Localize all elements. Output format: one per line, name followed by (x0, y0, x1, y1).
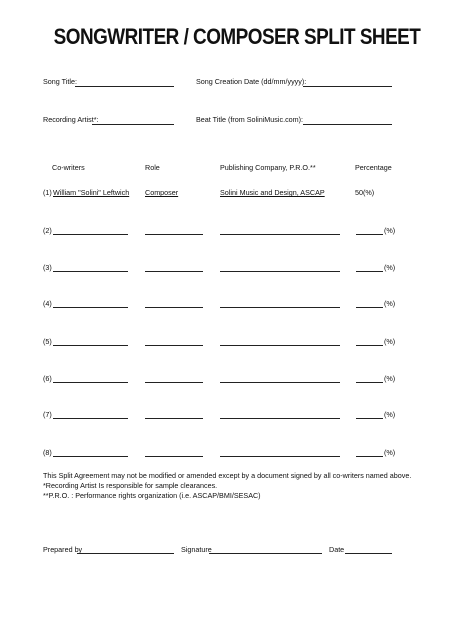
cowriter-role-field[interactable] (145, 271, 203, 272)
signature-label: Signature (181, 545, 212, 554)
date-label: Date (329, 545, 345, 554)
header-role: Role (145, 163, 160, 172)
song-title-field[interactable] (75, 86, 174, 87)
cowriter-role[interactable]: Composer (145, 188, 179, 197)
row-number: (3) (43, 263, 52, 272)
row-number: (8) (43, 448, 52, 457)
cowriter-role-field[interactable] (145, 234, 203, 235)
song-creation-date-label: Song Creation Date (dd/mm/yyyy): (196, 77, 307, 86)
song-title-label: Song Title: (43, 77, 77, 86)
date-field[interactable] (345, 553, 392, 554)
cowriter-publishing-field[interactable] (220, 307, 340, 308)
cowriter-publishing-field[interactable] (220, 382, 340, 383)
cowriter-name-field[interactable] (53, 271, 128, 272)
percent-suffix: (%) (384, 410, 396, 419)
cowriter-name[interactable]: William "Solini" Leftwich (53, 188, 130, 197)
song-creation-date-field[interactable] (303, 86, 392, 87)
signature-field[interactable] (209, 553, 322, 554)
cowriter-percentage-field[interactable] (356, 234, 383, 235)
percent-suffix: (%) (384, 374, 396, 383)
cowriter-percentage-field[interactable] (356, 382, 383, 383)
cowriter-percentage[interactable]: 50(%) (355, 188, 375, 197)
row-number: (5) (43, 337, 52, 346)
recording-artist-label: Recording Artist*: (43, 115, 99, 124)
cowriter-name-field[interactable] (53, 382, 128, 383)
note-recording-artist: *Recording Artist Is responsible for sample clearances. (43, 481, 218, 491)
cowriter-role-field[interactable] (145, 382, 203, 383)
row-number: (1) (43, 188, 52, 197)
cowriter-percentage-field[interactable] (356, 456, 383, 457)
cowriter-role-field[interactable] (145, 456, 203, 457)
cowriter-publishing-field[interactable] (220, 271, 340, 272)
prepared-by-label: Prepared by (43, 545, 83, 554)
cowriter-role-field[interactable] (145, 418, 203, 419)
recording-artist-field[interactable] (92, 124, 174, 125)
page-title: SONGWRITER / COMPOSER SPLIT SHEET (53, 24, 421, 49)
percent-suffix: (%) (384, 448, 396, 457)
cowriter-role-field[interactable] (145, 345, 203, 346)
note-amendment: This Split Agreement may not be modified or amended except by a document signed by all co-writers named above. (43, 471, 412, 480)
row-number: (2) (43, 226, 52, 235)
beat-title-label: Beat Title (from SoliniMusic.com): (196, 115, 304, 124)
cowriter-percentage-field[interactable] (356, 271, 383, 272)
note-pro: **P.R.O. : Performance rights organization (i.e. ASCAP/BMI/SESAC) (43, 491, 261, 501)
cowriter-percentage-field[interactable] (356, 418, 383, 419)
percent-suffix: (%) (384, 226, 396, 235)
row-number: (4) (43, 299, 52, 308)
cowriter-name-field[interactable] (53, 345, 128, 346)
cowriter-publishing-field[interactable] (220, 345, 340, 346)
cowriter-publishing-field[interactable] (220, 418, 340, 419)
prepared-by-field[interactable] (77, 553, 174, 554)
percent-suffix: (%) (384, 337, 396, 346)
row-number: (6) (43, 374, 52, 383)
beat-title-field[interactable] (303, 124, 392, 125)
percent-suffix: (%) (384, 299, 396, 308)
cowriter-publishing-field[interactable] (220, 234, 340, 235)
percent-suffix: (%) (384, 263, 396, 272)
cowriter-name-field[interactable] (53, 418, 128, 419)
header-publishing: Publishing Company, P.R.O.** (220, 163, 316, 172)
footer-notes (43, 471, 411, 502)
cowriter-publishing[interactable]: Solini Music and Design, ASCAP (220, 188, 325, 197)
cowriter-role-field[interactable] (145, 307, 203, 308)
header-percentage: Percentage (355, 163, 392, 172)
row-number: (7) (43, 410, 52, 419)
header-cowriters: Co-writers (52, 163, 85, 172)
cowriter-publishing-field[interactable] (220, 456, 340, 457)
cowriter-name-field[interactable] (53, 307, 128, 308)
cowriter-name-field[interactable] (53, 456, 128, 457)
cowriter-percentage-field[interactable] (356, 345, 383, 346)
cowriter-percentage-field[interactable] (356, 307, 383, 308)
cowriter-name-field[interactable] (53, 234, 128, 235)
